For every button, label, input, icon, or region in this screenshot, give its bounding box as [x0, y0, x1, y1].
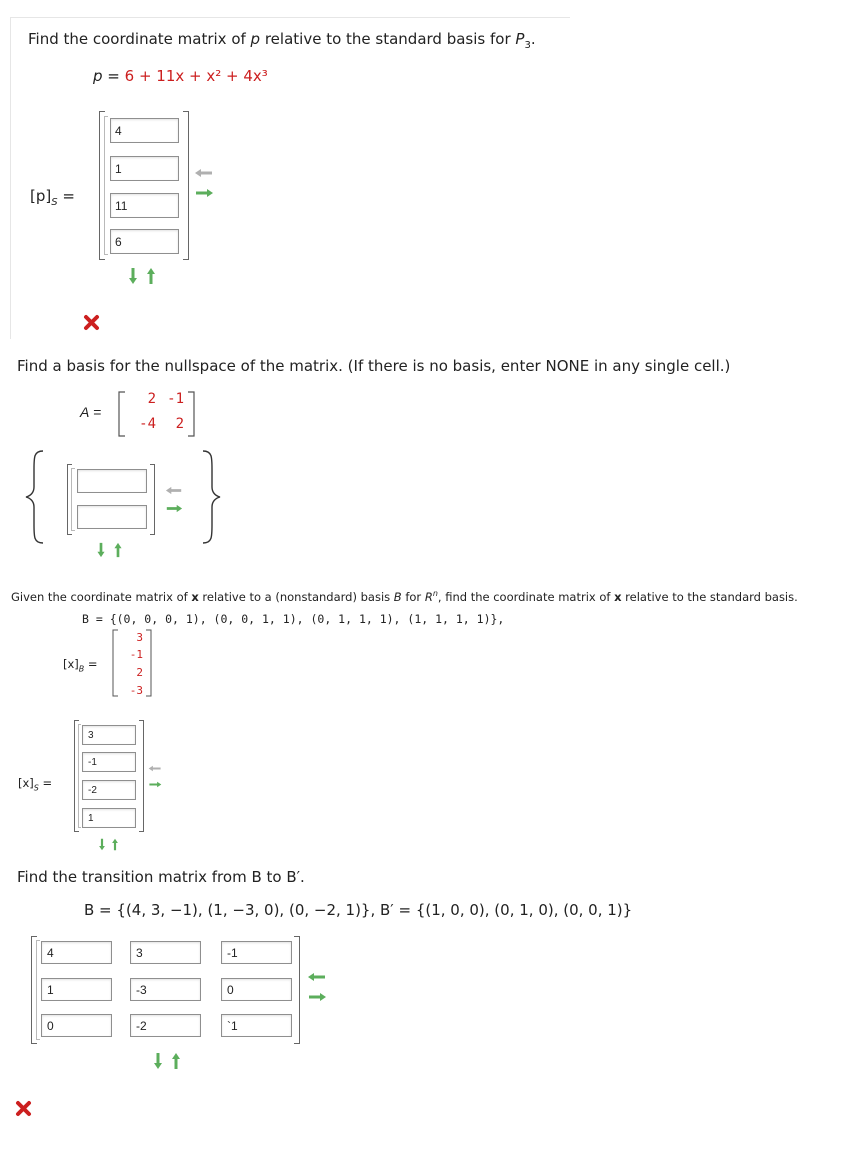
add-column-arrow-icon[interactable]	[307, 992, 327, 1002]
q2-matrix-a11: 2	[147, 391, 156, 407]
add-row-arrow-icon[interactable]	[153, 1052, 163, 1070]
q2-cell-1[interactable]	[77, 469, 147, 493]
add-column-arrow-icon[interactable]	[194, 188, 214, 198]
q2-matrix-label: A =	[80, 404, 102, 420]
remove-column-arrow-icon[interactable]	[307, 972, 327, 982]
remove-column-arrow-icon[interactable]	[148, 765, 162, 772]
q3-basis: B = {(0, 0, 0, 1), (0, 0, 1, 1), (0, 1, 1, 1), (1, 1, 1, 1)},	[82, 612, 505, 626]
q1-cell-3[interactable]	[110, 193, 179, 218]
remove-column-arrow-icon[interactable]	[194, 168, 214, 178]
add-row-arrow-icon[interactable]	[128, 267, 138, 285]
q4-cell-r1c3[interactable]	[221, 941, 292, 964]
add-row-arrow-icon[interactable]	[96, 542, 106, 558]
q1-inner-left-bracket	[104, 116, 108, 255]
q4-cell-r1c2[interactable]	[130, 941, 201, 964]
q3-inner-left-bracket	[78, 724, 81, 828]
q2-matrix-right-bracket	[186, 390, 198, 438]
q4-basis-b: B = {(4, 3, −1), (1, −3, 0), (0, −2, 1)}	[84, 901, 371, 919]
q3-xb-value-2: -1	[129, 648, 143, 661]
q3-xb-right-bracket	[144, 628, 154, 698]
q4-cell-r1c1[interactable]	[41, 941, 112, 964]
q2-close-brace	[200, 449, 222, 545]
q1-prompt: Find the coordinate matrix of p relative to the standard basis for $P_3$.	[28, 30, 536, 51]
remove-row-arrow-icon[interactable]	[171, 1052, 181, 1070]
q4-right-bracket	[294, 936, 300, 1044]
add-column-arrow-icon[interactable]	[165, 504, 183, 513]
remove-column-arrow-icon[interactable]	[165, 486, 183, 495]
q4-cell-r2c3[interactable]	[221, 978, 292, 1001]
q3-cell-3[interactable]	[82, 780, 136, 800]
q2-matrix-a22: 2	[175, 416, 184, 432]
q3-prompt: Given the coordinate matrix of x relative to a (nonstandard) basis B for $R^n$, find the coordinate matrix of x relative to the standard basis.	[11, 589, 798, 604]
incorrect-x-icon	[15, 1100, 32, 1117]
q3-xb-value-1: 3	[136, 631, 143, 644]
section-divider-vertical	[10, 17, 11, 339]
q1-cell-1[interactable]	[110, 118, 179, 143]
q4-cell-r3c2[interactable]	[130, 1014, 201, 1037]
q1-polynomial: p = 6 + 11x + x² + 4x³	[93, 67, 268, 85]
q3-xb-label: $[x]_B$ =	[63, 657, 98, 674]
q2-open-brace	[24, 449, 46, 545]
q1-cell-2[interactable]	[110, 156, 179, 181]
add-column-arrow-icon[interactable]	[148, 781, 162, 788]
q1-answer-label: $[p]_S$ =	[30, 187, 75, 208]
add-row-arrow-icon[interactable]	[98, 838, 106, 851]
q3-xb-value-4: -3	[129, 684, 143, 697]
incorrect-x-icon	[83, 314, 100, 331]
q2-prompt: Find a basis for the nullspace of the matrix. (If there is no basis, enter NONE in any single cell.)	[17, 357, 731, 375]
q3-xb-value-3: 2	[136, 666, 143, 679]
section-divider	[10, 17, 570, 18]
q4-cell-r3c1[interactable]	[41, 1014, 112, 1037]
q1-cell-4[interactable]	[110, 229, 179, 254]
q4-prompt: Find the transition matrix from B to B′.	[17, 868, 305, 886]
q4-cell-r2c1[interactable]	[41, 978, 112, 1001]
remove-row-arrow-icon[interactable]	[146, 267, 156, 285]
remove-row-arrow-icon[interactable]	[113, 542, 123, 558]
q4-bases	[84, 901, 632, 919]
q1-right-bracket	[183, 111, 189, 260]
q3-right-bracket	[139, 720, 144, 832]
q3-cell-4[interactable]	[82, 808, 136, 828]
remove-row-arrow-icon[interactable]	[111, 838, 119, 851]
q4-cell-r3c3[interactable]	[221, 1014, 292, 1037]
q3-cell-1[interactable]	[82, 725, 136, 745]
q3-xs-label: $[x]_S$ =	[18, 776, 53, 793]
q2-right-bracket	[150, 464, 155, 535]
q2-cell-2[interactable]	[77, 505, 147, 529]
q2-inner-left-bracket	[71, 468, 75, 531]
q2-matrix-a21: -4	[139, 416, 156, 432]
q2-matrix-a12: -1	[167, 391, 184, 407]
q4-inner-left-bracket	[36, 940, 40, 1040]
q4-basis-bprime: , B′ = {(1, 0, 0), (0, 1, 0), (0, 0, 1)}	[370, 901, 633, 919]
q4-cell-r2c2[interactable]	[130, 978, 201, 1001]
q3-cell-2[interactable]	[82, 752, 136, 772]
q2-matrix-left-bracket	[115, 390, 127, 438]
